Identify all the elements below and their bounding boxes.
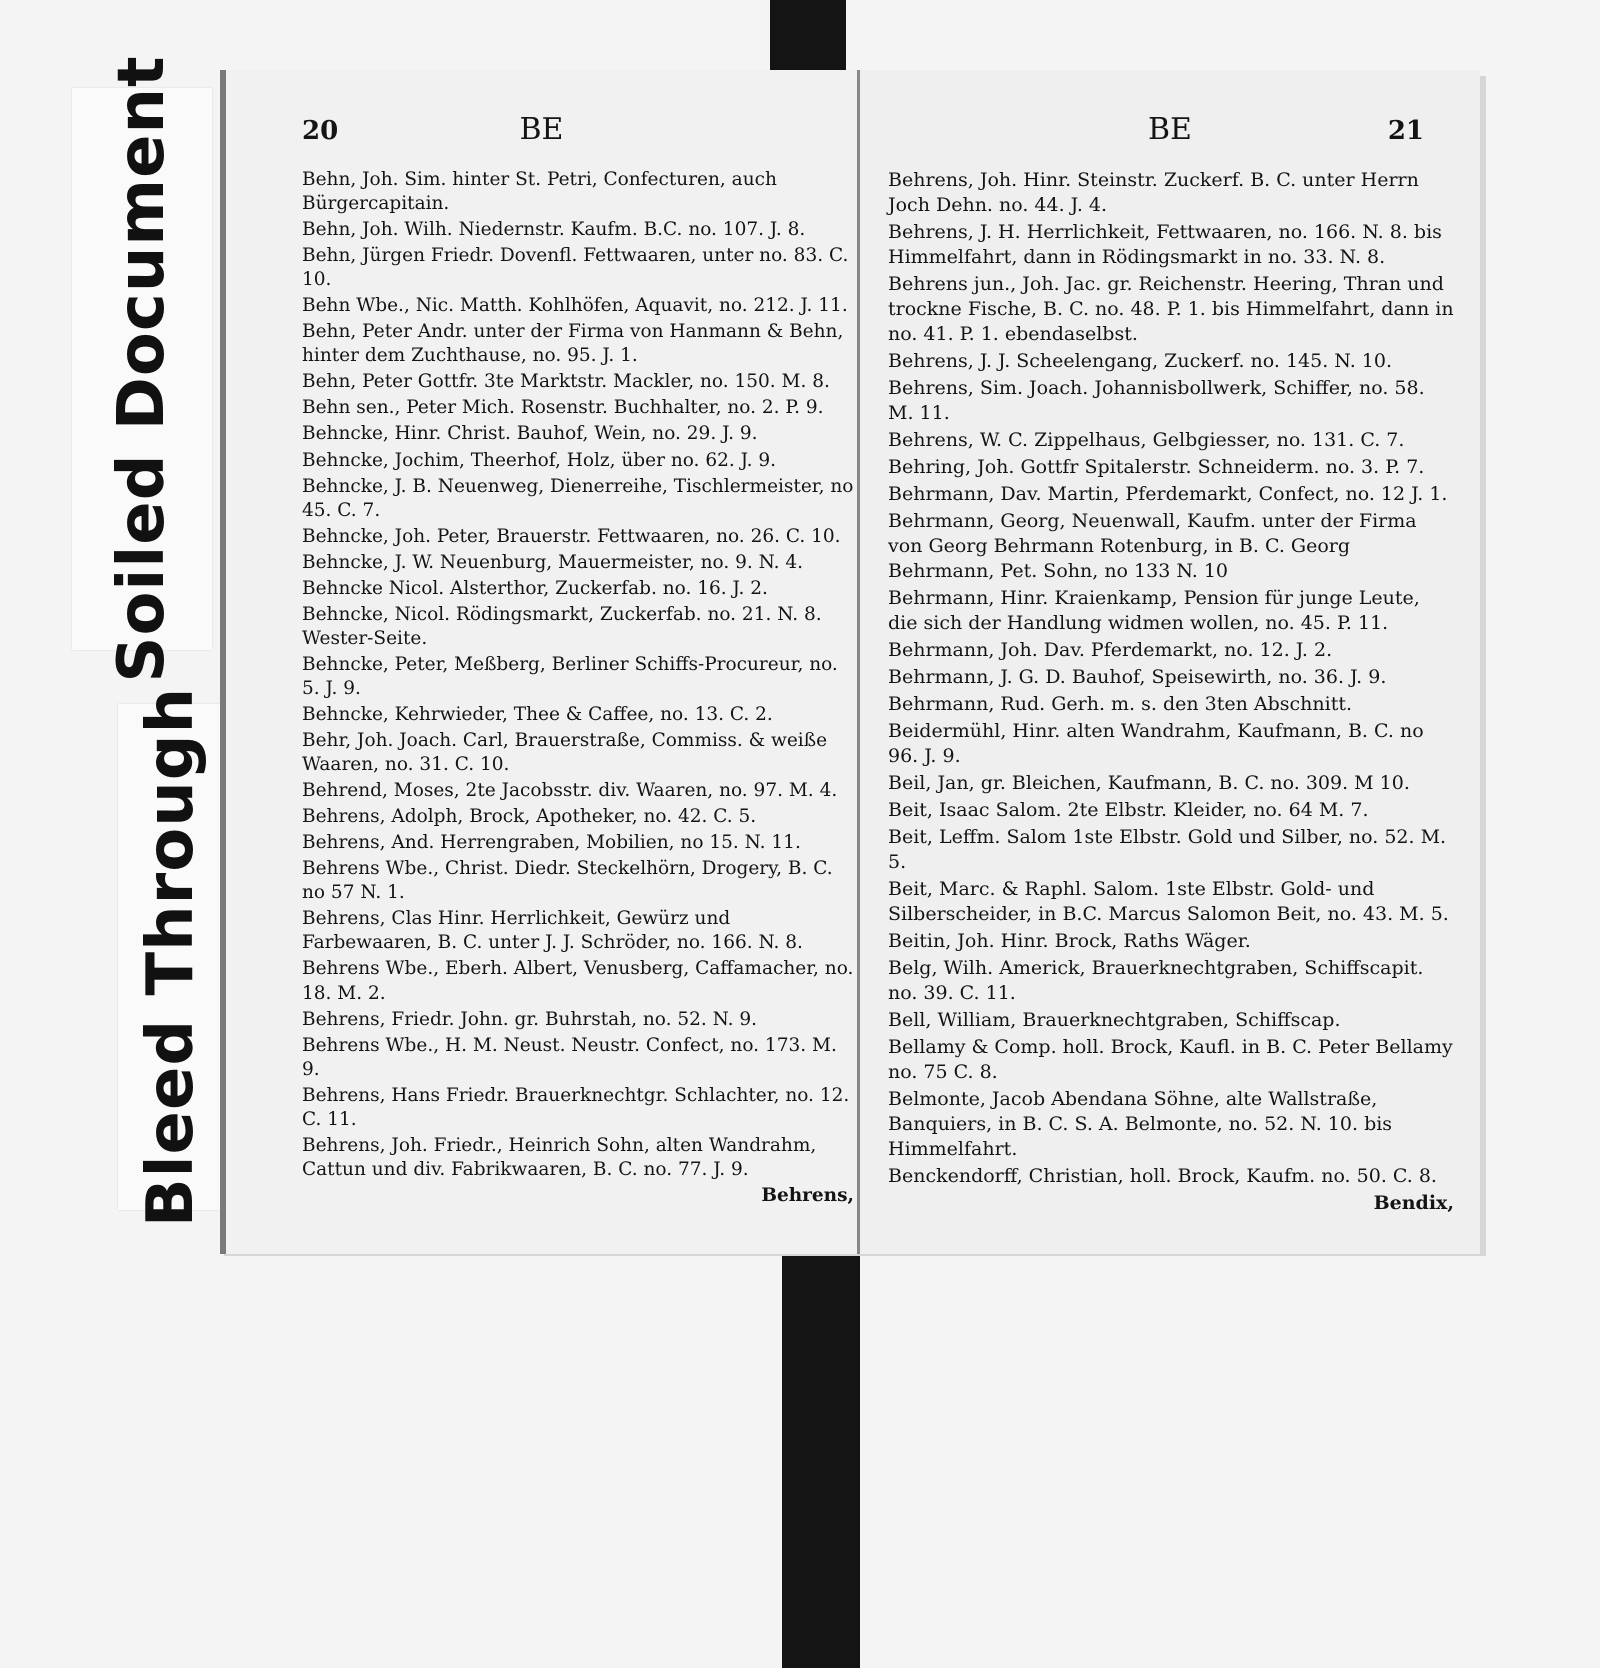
directory-entry-text: Behrens jun., Joh. Jac. gr. Reichenstr. Heering, Thran und trockne Fische, B. C. no. 48. P. 1. bis Himmelfahrt, dann in no. 41. P. 1. ebendaselbst. [888,273,1454,345]
directory-entry [302,422,854,446]
catchword: Bendix, [1373,1192,1454,1214]
directory-entry-text: Beil, Jan, gr. Bleichen, Kaufmann, B. C. no. 309. M 10. [888,772,1410,794]
directory-entry-text: Behncke, Nicol. Rödingsmarkt, Zuckerfab. no. 21. N. 8. Wester-Seite. [302,603,822,649]
directory-entry [302,370,854,394]
directory-entry-text: Behrmann, Hinr. Kraienkamp, Pension für junge Leute, die sich der Handlung widmen wollen, no. 45. P. 11. [888,587,1420,634]
directory-entry-text: Behrens, Joh. Hinr. Steinstr. Zuckerf. B. C. unter Herrn Joch Dehn. no. 44. J. 4. [888,169,1419,216]
directory-entry-text: Behn, Jürgen Friedr. Dovenfl. Fettwaaren, unter no. 83. C. 10. [302,245,849,291]
directory-entry-text: Bellamy & Comp. holl. Brock, Kaufl. in B. C. Peter Bellamy no. 75 C. 8. [888,1036,1453,1083]
directory-entry [302,1034,854,1082]
directory-entry [888,771,1454,796]
directory-entry [302,396,854,420]
directory-entry [888,825,1454,875]
directory-entry [302,320,854,368]
directory-entry [302,218,854,242]
directory-entry-text: Behncke, Kehrwieder, Thee & Caffee, no. 13. C. 2. [302,703,773,725]
directory-entry [302,577,854,601]
directory-entry-text: Beit, Isaac Salom. 2te Elbstr. Kleider, no. 64 M. 7. [888,799,1369,821]
directory-entry [302,957,854,1005]
directory-entry [302,779,854,803]
directory-entry [888,1087,1454,1162]
binding-ribbon-bottom [782,1252,860,1668]
directory-entry [888,272,1454,347]
directory-entry-text: Behring, Joh. Gottfr Spitalerstr. Schneiderm. no. 3. P. 7. [888,456,1425,478]
right-page [860,70,1480,1254]
directory-entry [302,907,854,955]
left-page-number: 20 [302,116,339,146]
directory-entry [888,482,1454,507]
left-page-title: BE [519,112,564,147]
directory-entry [302,244,854,292]
directory-entry-text: Behn, Joh. Wilh. Niedernstr. Kaufm. B.C. no. 107. J. 8. [302,219,806,241]
directory-entry [302,1084,854,1132]
directory-entry-text: Behrens, W. C. Zippelhaus, Gelbgiesser, no. 131. C. 7. [888,429,1405,451]
directory-entry-text: Behn, Joh. Sim. hinter St. Petri, Confecturen, auch Bürgercapitain. [302,169,777,215]
directory-entry-text: Behncke, Peter, Meßberg, Berliner Schiffs-Procureur, no. 5. J. 9. [302,653,838,699]
directory-entry [888,455,1454,480]
directory-entry-text: Behrmann, Dav. Martin, Pferdemarkt, Confect, no. 12 J. 1. [888,483,1448,505]
directory-entry-text: Behrens, J. J. Scheelengang, Zuckerf. no. 145. N. 10. [888,350,1393,372]
directory-entry-text: Behrens, Friedr. John. gr. Buhrstah, no. 52. N. 9. [302,1008,758,1030]
directory-entry [888,665,1454,690]
directory-entry-text: Belmonte, Jacob Abendana Söhne, alte Wallstraße, Banquiers, in B. C. S. A. Belmonte, no. 52. N. 10. bis Himmelfahrt. [888,1088,1393,1160]
directory-entry-text: Behrens, Adolph, Brock, Apotheker, no. 42. C. 5. [302,806,757,828]
bleed-through-label [118,686,224,1228]
directory-entry-text: Behrens, Sim. Joach. Johannisbollwerk, Schiffer, no. 58. M. 11. [888,377,1425,424]
directory-entry-text: Behncke, Hinr. Christ. Bauhof, Wein, no. 29. J. 9. [302,423,758,445]
catchword: Behrens, [761,1184,854,1206]
directory-entry-text: Benckendorff, Christian, holl. Brock, Kaufm. no. 50. C. 8. [888,1165,1437,1187]
directory-entry-text: Behr, Joh. Joach. Carl, Brauerstraße, Commiss. & weiße Waaren, no. 31. C. 10. [302,730,828,776]
directory-entry [888,168,1454,218]
directory-entry [888,1164,1454,1189]
directory-entry-text: Behn, Peter Gottfr. 3te Marktstr. Mackler, no. 150. M. 8. [302,371,830,393]
directory-entry [888,929,1454,954]
directory-entry [888,798,1454,823]
right-page-header [860,112,1480,156]
directory-entry-text: Behrens, And. Herrengraben, Mobilien, no 15. N. 11. [302,832,801,854]
directory-entry [888,956,1454,1006]
directory-entry [302,294,854,318]
directory-entry-text: Behn Wbe., Nic. Matth. Kohlhöfen, Aquavit, no. 212. J. 11. [302,295,848,317]
directory-entry [888,638,1454,663]
directory-entry [888,428,1454,453]
directory-entry [302,653,854,701]
directory-entry [888,349,1454,374]
right-page-title: BE [1148,112,1192,147]
soiled-document-label [72,55,212,683]
directory-entry-text: Behrens Wbe., Eberh. Albert, Venusberg, Caffamacher, no. 18. M. 2. [302,958,854,1004]
directory-entry-text: Behrens, Hans Friedr. Brauerknechtgr. Schlachter, no. 12. C. 11. [302,1084,850,1130]
directory-entry [302,831,854,855]
directory-entry-text: Behncke, Jochim, Theerhof, Holz, über no. 62. J. 9. [302,449,777,471]
directory-entry-text: Behrens, J. H. Herrlichkeit, Fettwaaren, no. 166. N. 8. bis Himmelfahrt, dann in Rödingsmarkt in no. 33. N. 8. [888,221,1442,268]
bleed-through-text: Bleed Through [134,686,208,1228]
directory-entry [302,857,854,905]
directory-entry-text: Behrens Wbe., H. M. Neust. Neustr. Confect, no. 173. M. 9. [302,1034,837,1080]
binding-ribbon-top [770,0,846,80]
directory-entry-text: Beidermühl, Hinr. alten Wandrahm, Kaufmann, B. C. no 96. J. 9. [888,720,1424,767]
directory-entry-text: Behrmann, Georg, Neuenwall, Kaufm. unter der Firma von Georg Behrmann Rotenburg, in B. C. Georg Behrmann, Pet. Sohn, no 133 N. 10 [888,510,1417,582]
directory-entry [888,877,1454,927]
directory-entry [888,1008,1454,1033]
directory-entry [302,703,854,727]
directory-entry [302,805,854,829]
left-page [220,70,860,1254]
directory-entry [888,692,1454,717]
directory-entry [888,509,1454,584]
directory-entry-text: Behn sen., Peter Mich. Rosenstr. Buchhalter, no. 2. P. 9. [302,397,824,419]
right-page-number: 21 [1387,116,1424,146]
directory-entry-text: Bell, William, Brauerknechtgraben, Schiffscap. [888,1009,1341,1031]
directory-entry [302,475,854,523]
directory-entry [302,729,854,777]
directory-entry [302,168,854,216]
directory-entry [888,1035,1454,1085]
directory-entry-text: Behn, Peter Andr. unter der Firma von Hanmann & Behn, hinter dem Zuchthause, no. 95. J. 1. [302,321,844,367]
directory-entry-text: Beitin, Joh. Hinr. Brock, Raths Wäger. [888,930,1251,952]
directory-entry-text: Beit, Marc. & Raphl. Salom. 1ste Elbstr. Gold- und Silberscheider, in B.C. Marcus Salomon Beit, no. 43. M. 5. [888,878,1449,925]
directory-entry-text: Behrens Wbe., Christ. Diedr. Steckelhörn, Drogery, B. C. no 57 N. 1. [302,858,833,904]
directory-entry-text: Belg, Wilh. Americk, Brauerknechtgraben, Schiffscapit. no. 39. C. 11. [888,957,1424,1004]
directory-entry-text: Behrend, Moses, 2te Jacobsstr. div. Waaren, no. 97. M. 4. [302,780,838,802]
directory-entry-text: Behncke, J. W. Neuenburg, Mauermeister, no. 9. N. 4. [302,551,804,573]
directory-entry [302,603,854,651]
directory-entry-text: Beit, Leffm. Salom 1ste Elbstr. Gold und Silber, no. 52. M. 5. [888,826,1447,873]
directory-entry [888,586,1454,636]
directory-entry [302,1008,854,1032]
directory-entry [888,220,1454,270]
soiled-document-text: Soiled Document [105,55,179,683]
directory-entry-text: Behrmann, Rud. Gerh. m. s. den 3ten Abschnitt. [888,693,1353,715]
directory-entry-text: Behncke, Joh. Peter, Brauerstr. Fettwaaren, no. 26. C. 10. [302,525,841,547]
directory-entry-text: Behrens, Clas Hinr. Herrlichkeit, Gewürz und Farbewaaren, B. C. unter J. J. Schröder, no. 166. N. 8. [302,908,803,954]
directory-entry-text: Behncke Nicol. Alsterthor, Zuckerfab. no. 16. J. 2. [302,577,768,599]
directory-entry-text: Behrmann, Joh. Dav. Pferdemarkt, no. 12. J. 2. [888,639,1333,661]
directory-entry-text: Behncke, J. B. Neuenweg, Dienerreihe, Tischlermeister, no 45. C. 7. [302,475,854,521]
directory-entry [302,551,854,575]
directory-entry [302,449,854,473]
right-entries-list [888,168,1454,1216]
directory-entry [302,525,854,549]
left-entries-list [302,168,854,1208]
directory-entry [888,719,1454,769]
directory-entry-text: Behrens, Joh. Friedr., Heinrich Sohn, alten Wandrahm, Cattun und div. Fabrikwaaren, B. C. no. 77. J. 9. [302,1134,817,1180]
directory-entry-text: Behrmann, J. G. D. Bauhof, Speisewirth, no. 36. J. 9. [888,666,1387,688]
directory-entry [302,1134,854,1182]
directory-entry [888,376,1454,426]
left-page-header [226,112,857,156]
